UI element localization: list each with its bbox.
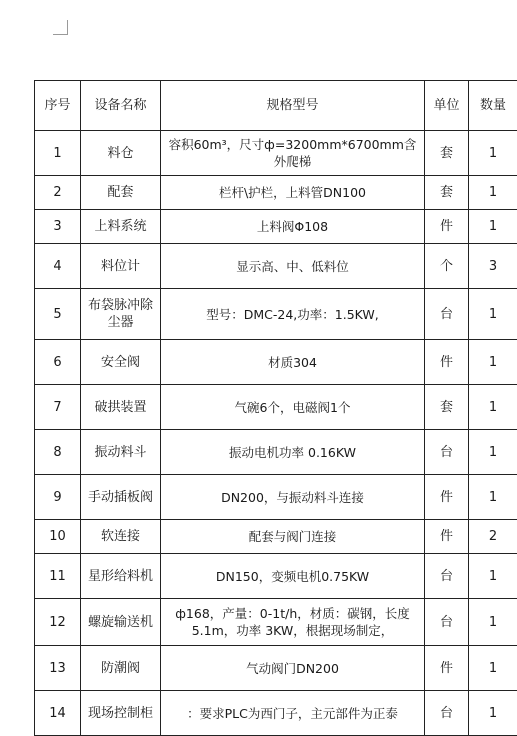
cell-name: 料仓	[81, 131, 161, 176]
cell-qty: 1	[469, 599, 517, 646]
cell-name: 防潮阀	[81, 646, 161, 691]
cell-spec: 上料阀Φ108	[161, 210, 425, 244]
cell-qty: 1	[469, 646, 517, 691]
cell-spec: 材质304	[161, 340, 425, 385]
cell-spec: 气动阀门DN200	[161, 646, 425, 691]
cell-spec: ф168，产量：0-1t/h，材质：碳钢，长度5.1m，功率 3KW，根据现场制定，	[161, 599, 425, 646]
header-spec: 规格型号	[161, 81, 425, 131]
equipment-spec-table	[34, 80, 517, 736]
cell-unit: 个	[425, 244, 469, 289]
table-row	[35, 554, 517, 599]
cell-qty: 2	[469, 520, 517, 554]
cell-spec: 显示高、中、低料位	[161, 244, 425, 289]
cell-spec: ：要求PLC为西门子，主元部件为正泰	[161, 691, 425, 736]
table-row	[35, 646, 517, 691]
cell-spec: 容积60m³，尺寸ф=3200mm*6700mm含外爬梯	[161, 131, 425, 176]
cell-no: 4	[35, 244, 81, 289]
cell-unit: 件	[425, 520, 469, 554]
cell-name: 布袋脉冲除尘器	[81, 289, 161, 340]
cell-qty: 3	[469, 244, 517, 289]
cell-qty: 1	[469, 289, 517, 340]
table-row	[35, 430, 517, 475]
table-row	[35, 210, 517, 244]
cell-unit: 台	[425, 691, 469, 736]
cell-qty: 1	[469, 210, 517, 244]
cell-unit: 件	[425, 475, 469, 520]
page-corner-mark	[53, 20, 68, 35]
table-row	[35, 244, 517, 289]
cell-unit: 件	[425, 646, 469, 691]
cell-unit: 件	[425, 340, 469, 385]
cell-name: 手动插板阀	[81, 475, 161, 520]
table-row	[35, 691, 517, 736]
header-unit: 单位	[425, 81, 469, 131]
table-row	[35, 340, 517, 385]
cell-unit: 台	[425, 599, 469, 646]
cell-name: 软连接	[81, 520, 161, 554]
cell-spec: 型号：DMC-24,功率：1.5KW,	[161, 289, 425, 340]
cell-name: 破拱装置	[81, 385, 161, 430]
cell-unit: 套	[425, 176, 469, 210]
cell-no: 9	[35, 475, 81, 520]
header-qty: 数量	[469, 81, 517, 131]
cell-qty: 1	[469, 430, 517, 475]
cell-name: 上料系统	[81, 210, 161, 244]
cell-name: 现场控制柜	[81, 691, 161, 736]
cell-qty: 1	[469, 691, 517, 736]
cell-qty: 1	[469, 131, 517, 176]
cell-no: 5	[35, 289, 81, 340]
table-row	[35, 289, 517, 340]
cell-unit: 套	[425, 385, 469, 430]
cell-name: 配套	[81, 176, 161, 210]
cell-no: 8	[35, 430, 81, 475]
cell-name: 螺旋输送机	[81, 599, 161, 646]
cell-no: 3	[35, 210, 81, 244]
cell-no: 11	[35, 554, 81, 599]
cell-qty: 1	[469, 176, 517, 210]
cell-name: 振动料斗	[81, 430, 161, 475]
cell-spec: DN150，变频电机0.75KW	[161, 554, 425, 599]
table-row	[35, 176, 517, 210]
cell-unit: 台	[425, 554, 469, 599]
cell-spec: 栏杆\护栏，上料管DN100	[161, 176, 425, 210]
table-row	[35, 520, 517, 554]
cell-no: 2	[35, 176, 81, 210]
table-header-row	[35, 81, 517, 131]
cell-no: 6	[35, 340, 81, 385]
cell-spec: 振动电机功率 0.16KW	[161, 430, 425, 475]
table-row	[35, 131, 517, 176]
cell-name: 安全阀	[81, 340, 161, 385]
cell-qty: 1	[469, 554, 517, 599]
cell-unit: 台	[425, 430, 469, 475]
table-row	[35, 385, 517, 430]
cell-spec: 配套与阀门连接	[161, 520, 425, 554]
cell-no: 1	[35, 131, 81, 176]
header-no: 序号	[35, 81, 81, 131]
cell-no: 7	[35, 385, 81, 430]
cell-no: 10	[35, 520, 81, 554]
cell-no: 13	[35, 646, 81, 691]
cell-qty: 1	[469, 340, 517, 385]
header-name: 设备名称	[81, 81, 161, 131]
cell-qty: 1	[469, 385, 517, 430]
cell-name: 星形给料机	[81, 554, 161, 599]
cell-qty: 1	[469, 475, 517, 520]
table-row	[35, 475, 517, 520]
cell-unit: 件	[425, 210, 469, 244]
cell-no: 12	[35, 599, 81, 646]
cell-spec: 气碗6个，电磁阀1个	[161, 385, 425, 430]
cell-name: 料位计	[81, 244, 161, 289]
cell-unit: 套	[425, 131, 469, 176]
cell-spec: DN200，与振动料斗连接	[161, 475, 425, 520]
cell-no: 14	[35, 691, 81, 736]
cell-unit: 台	[425, 289, 469, 340]
table-row	[35, 599, 517, 646]
